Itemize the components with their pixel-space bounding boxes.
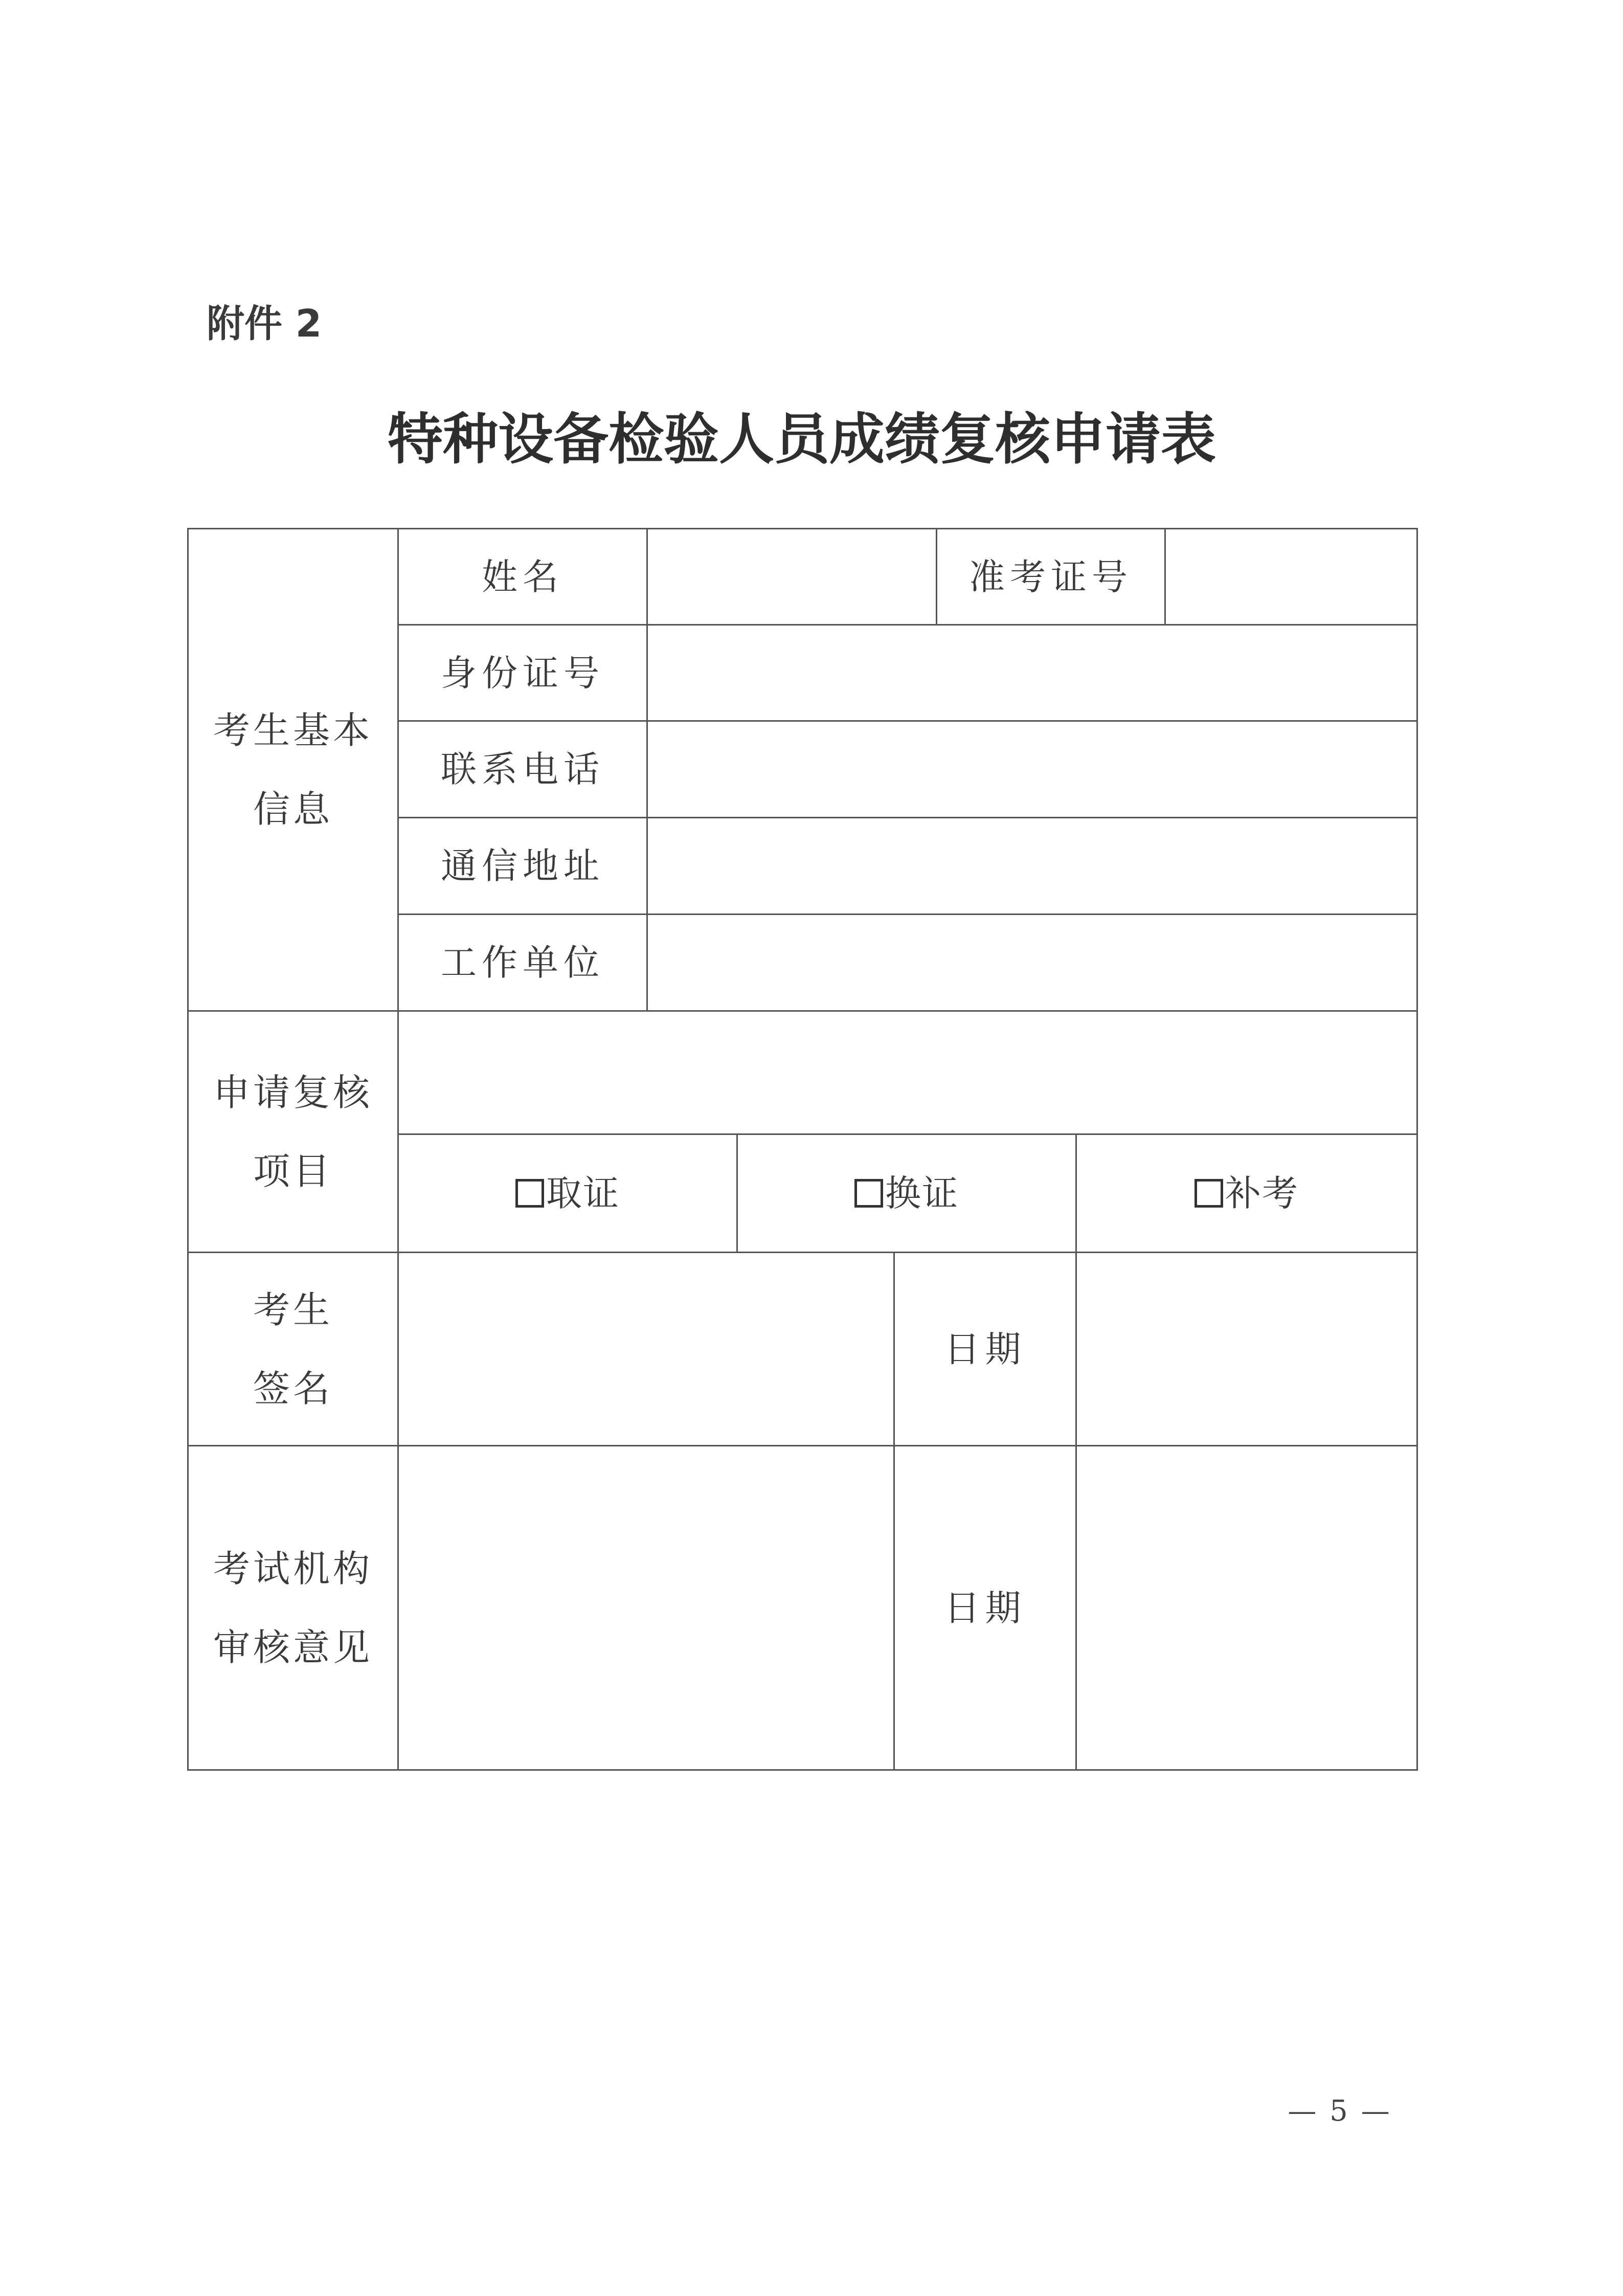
employer-field[interactable] xyxy=(648,915,1416,1010)
exam-ticket-label xyxy=(937,529,1164,624)
institution-review-label-line2: 审核意见 xyxy=(213,1625,373,1669)
name-label-text: 姓名 xyxy=(482,555,563,598)
candidate-date-label-text: 日期 xyxy=(944,1328,1026,1370)
option-makeup-exam-label: 补考 xyxy=(1225,1172,1299,1214)
option-renew-certificate[interactable] xyxy=(738,1135,1075,1252)
institution-date-field[interactable] xyxy=(1077,1446,1416,1769)
basic-info-section-label xyxy=(189,529,397,1010)
phone-label xyxy=(399,722,646,817)
institution-date-label xyxy=(895,1446,1075,1769)
document-title: 特种设备检验人员成绩复核申请表 xyxy=(387,407,1216,472)
phone-label-text: 联系电话 xyxy=(441,748,604,790)
address-label xyxy=(399,818,646,913)
exam-ticket-field[interactable] xyxy=(1166,529,1416,624)
phone-field[interactable] xyxy=(648,722,1416,817)
candidate-signature-field[interactable] xyxy=(399,1253,893,1445)
name-label xyxy=(399,529,646,624)
candidate-signature-label-line1: 考生 xyxy=(253,1288,333,1331)
employer-label-text: 工作单位 xyxy=(441,942,604,984)
page-number: — 5 — xyxy=(1288,2094,1392,2128)
id-number-label xyxy=(399,626,646,720)
address-label-text: 通信地址 xyxy=(441,845,604,887)
basic-info-label-line2: 信息 xyxy=(253,788,333,831)
review-items-section-label xyxy=(189,1012,397,1252)
candidate-date-label xyxy=(895,1253,1075,1445)
option-obtain-certificate-label: 取证 xyxy=(546,1172,620,1214)
option-makeup-exam[interactable] xyxy=(1077,1135,1416,1252)
review-items-label-line1: 申请复核 xyxy=(213,1071,373,1114)
table-border-right xyxy=(1416,528,1418,1771)
attachment-label: 附件 2 xyxy=(207,302,322,346)
exam-ticket-label-text: 准考证号 xyxy=(969,555,1133,598)
id-number-field[interactable] xyxy=(648,626,1416,720)
review-items-field[interactable] xyxy=(399,1012,1416,1133)
option-renew-certificate-label: 换证 xyxy=(885,1172,959,1214)
option-obtain-certificate[interactable] xyxy=(399,1135,736,1252)
basic-info-label-line1: 考生基本 xyxy=(213,709,373,752)
checkbox-icon[interactable] xyxy=(1194,1179,1223,1208)
candidate-signature-section-label xyxy=(189,1253,397,1445)
institution-date-label-text: 日期 xyxy=(944,1587,1026,1629)
checkbox-icon[interactable] xyxy=(854,1179,883,1208)
candidate-date-field[interactable] xyxy=(1077,1253,1416,1445)
table-border-bottom xyxy=(187,1769,1418,1771)
checkbox-icon[interactable] xyxy=(515,1179,544,1208)
review-items-label-line2: 项目 xyxy=(253,1149,333,1193)
employer-label xyxy=(399,915,646,1010)
name-field[interactable] xyxy=(648,529,936,624)
candidate-signature-label-line2: 签名 xyxy=(253,1367,333,1410)
institution-review-section-label xyxy=(189,1446,397,1769)
address-field[interactable] xyxy=(648,818,1416,913)
institution-review-field[interactable] xyxy=(399,1446,893,1769)
institution-review-label-line1: 考试机构 xyxy=(213,1547,373,1590)
id-number-label-text: 身份证号 xyxy=(441,652,604,694)
